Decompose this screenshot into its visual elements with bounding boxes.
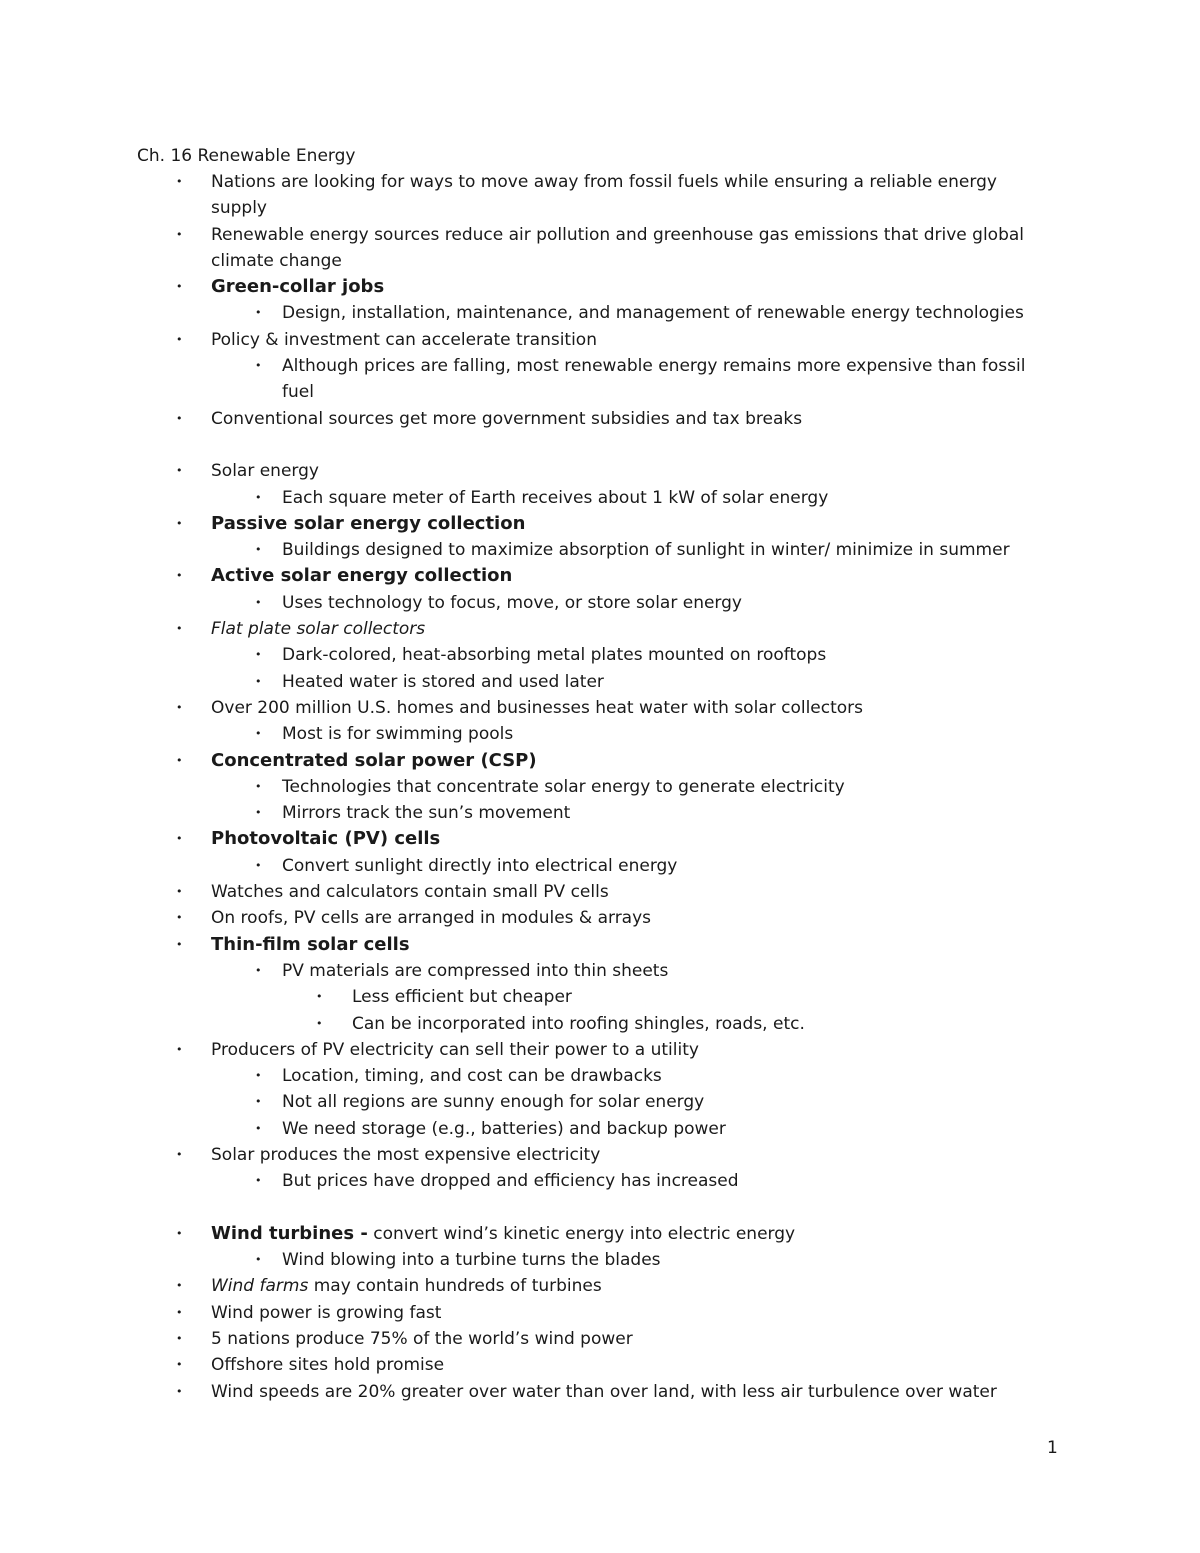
outline-item-level-2 [0, 642, 1200, 668]
bullet-icon: • [176, 832, 183, 846]
item-text: Heated water is stored and used later [282, 671, 604, 692]
bullet-icon: • [176, 1147, 183, 1161]
item-text: Solar energy [211, 461, 319, 482]
outline-item-level-1 [0, 1221, 1200, 1247]
bullet-icon: • [176, 622, 183, 636]
bullet-icon: • [255, 1121, 262, 1135]
item-text: Wind blowing into a turbine turns the blades [282, 1250, 661, 1271]
item-text: Conventional sources get more government subsidies and tax breaks [211, 408, 803, 429]
item-text: may contain hundreds of turbines [308, 1276, 602, 1297]
key-term: Passive solar energy collection [211, 512, 526, 534]
bullet-icon: • [255, 1095, 262, 1109]
item-text: Wind speeds are 20% greater over water than over land, with less air turbulence over water [211, 1381, 997, 1402]
item-text: Although prices are falling, most renewable energy remains more expensive than fossil fuel [282, 356, 1026, 403]
bullet-icon: • [255, 490, 262, 504]
outline-item-level-2 [0, 1063, 1200, 1089]
bullet-icon: • [255, 543, 262, 557]
bullet-icon: • [255, 727, 262, 741]
italic-term: Flat plate solar collectors [211, 619, 426, 640]
bullet-icon: • [176, 911, 183, 925]
bullet-icon: • [176, 700, 183, 714]
item-text: Buildings designed to maximize absorption of sunlight in winter/ minimize in summer [282, 540, 1010, 561]
outline-item-level-1 [0, 826, 1200, 852]
outline-item-level-2 [0, 1168, 1200, 1194]
item-text: Dark-colored, heat-absorbing metal plates mounted on rooftops [282, 645, 827, 666]
outline-item-level-1 [0, 511, 1200, 537]
bullet-icon: • [255, 1174, 262, 1188]
item-text: Nations are looking for ways to move away from fossil fuels while ensuring a reliable energy supply [211, 172, 997, 219]
bullet-icon: • [176, 175, 183, 188]
outline-item-level-3 [0, 984, 1200, 1010]
bullet-icon: • [176, 569, 183, 583]
bullet-icon: • [176, 753, 183, 767]
bullet-icon: • [176, 1226, 183, 1240]
key-term: Photovoltaic (PV) cells [211, 828, 441, 850]
bullet-icon: • [176, 516, 183, 530]
blank-line [0, 1195, 1200, 1221]
outline-item-level-1 [0, 1300, 1200, 1326]
outline-item-level-1 [0, 695, 1200, 721]
bullet-icon: • [176, 227, 183, 241]
key-term: Active solar energy collection [211, 565, 513, 587]
item-text: Convert sunlight directly into electrical energy [282, 855, 678, 876]
bullet-icon: • [176, 332, 183, 346]
outline-item-level-1 [0, 1142, 1200, 1168]
bullet-icon: • [176, 464, 183, 478]
outline-item-level-2 [0, 669, 1200, 695]
italic-term: Wind farms [211, 1276, 309, 1297]
key-term: Concentrated solar power (CSP) [211, 749, 537, 771]
bullet-outline [0, 169, 1200, 1405]
item-text: PV materials are compressed into thin sheets [282, 960, 669, 981]
bullet-icon: • [255, 858, 262, 872]
item-text: Renewable energy sources reduce air pollution and greenhouse gas emissions that drive global climate change [211, 224, 1024, 271]
item-text: Technologies that concentrate solar energy to generate electricity [282, 776, 845, 797]
item-text: On roofs, PV cells are arranged in modules & arrays [211, 908, 652, 929]
bullet-icon: • [255, 595, 262, 609]
item-text: Uses technology to focus, move, or store solar energy [282, 592, 742, 613]
item-text: Over 200 million U.S. homes and businesses heat water with solar collectors [211, 697, 864, 718]
outline-item-level-1 [0, 563, 1200, 589]
outline-item-level-1 [0, 1037, 1200, 1063]
bullet-icon: • [255, 779, 262, 793]
key-term: Green-collar jobs [211, 276, 385, 298]
outline-item-level-1 [0, 1273, 1200, 1299]
outline-item-level-2 [0, 1116, 1200, 1142]
bullet-icon: • [255, 359, 262, 373]
item-text: Design, installation, maintenance, and management of renewable energy technologies [282, 303, 1024, 324]
bullet-icon: • [255, 674, 262, 688]
outline-item-level-1 [0, 222, 1051, 275]
bullet-icon: • [176, 1358, 183, 1372]
outline-item-level-3 [0, 1011, 1200, 1037]
bullet-icon: • [255, 963, 262, 977]
item-text: Policy & investment can accelerate transition [211, 329, 597, 350]
item-text: convert wind’s kinetic energy into electric energy [367, 1223, 796, 1244]
bullet-icon: • [176, 885, 183, 899]
bullet-icon: • [176, 280, 183, 294]
outline-item-level-1 [0, 1379, 1200, 1405]
item-text: Can be incorporated into roofing shingles, roads, etc. [352, 1013, 805, 1034]
outline-item-level-1 [0, 169, 1051, 222]
key-term: Wind turbines - [211, 1222, 368, 1244]
outline-item-level-1 [0, 879, 1200, 905]
bullet-icon: • [316, 990, 323, 1004]
document-title: Ch. 16 Renewable Energy [137, 146, 356, 166]
item-text: 5 nations produce 75% of the world’s wind power [211, 1329, 633, 1350]
item-text: Less efficient but cheaper [352, 987, 572, 1008]
item-text: Mirrors track the sun’s movement [282, 803, 571, 824]
bullet-icon: • [176, 411, 183, 425]
bullet-icon: • [176, 1384, 183, 1398]
bullet-icon: • [255, 306, 262, 320]
outline-item-level-1 [0, 748, 1200, 774]
outline-item-level-2 [0, 958, 1200, 984]
outline-item-level-1 [0, 1326, 1200, 1352]
item-text: Each square meter of Earth receives about 1 kW of solar energy [282, 487, 829, 508]
bullet-icon: • [255, 1069, 262, 1083]
bullet-icon: • [255, 806, 262, 820]
item-text: We need storage (e.g., batteries) and backup power [282, 1118, 726, 1139]
outline-item-level-1 [0, 932, 1200, 958]
outline-item-level-1 [0, 274, 1200, 300]
outline-item-level-2 [0, 800, 1200, 826]
outline-item-level-2 [0, 853, 1200, 879]
outline-item-level-2 [0, 590, 1200, 616]
item-text: Not all regions are sunny enough for solar energy [282, 1092, 705, 1113]
item-text: Location, timing, and cost can be drawbacks [282, 1066, 662, 1087]
bullet-icon: • [176, 1305, 183, 1319]
outline-item-level-2 [0, 774, 1200, 800]
outline-item-level-2 [0, 537, 1200, 563]
outline-item-level-1 [0, 327, 1200, 353]
outline-item-level-2 [0, 485, 1200, 511]
outline-item-level-1 [0, 616, 1200, 642]
bullet-icon: • [255, 648, 262, 662]
outline-item-level-1 [0, 406, 1200, 432]
key-term: Thin-film solar cells [211, 933, 410, 955]
bullet-icon: • [176, 1332, 183, 1346]
item-text: Watches and calculators contain small PV cells [211, 882, 609, 903]
item-text: Solar produces the most expensive electricity [211, 1144, 601, 1165]
item-text: Offshore sites hold promise [211, 1355, 445, 1376]
page-number: 1 [1047, 1438, 1058, 1458]
item-text: Wind power is growing fast [211, 1302, 442, 1323]
bullet-icon: • [176, 1279, 183, 1293]
bullet-icon: • [176, 1042, 183, 1056]
blank-line [0, 432, 1200, 458]
outline-item-level-2 [0, 721, 1200, 747]
outline-item-level-1 [0, 905, 1200, 931]
outline-item-level-2 [0, 1089, 1200, 1115]
item-text: Producers of PV electricity can sell their power to a utility [211, 1039, 699, 1060]
bullet-icon: • [316, 1016, 323, 1030]
outline-item-level-2 [0, 300, 1200, 326]
outline-item-level-2 [0, 353, 1052, 406]
outline-item-level-2 [0, 1247, 1200, 1273]
outline-item-level-1 [0, 458, 1200, 484]
outline-item-level-1 [0, 1352, 1200, 1378]
bullet-icon: • [255, 1253, 262, 1267]
bullet-icon: • [176, 937, 183, 951]
item-text: Most is for swimming pools [282, 724, 514, 745]
item-text: But prices have dropped and efficiency has increased [282, 1171, 739, 1192]
